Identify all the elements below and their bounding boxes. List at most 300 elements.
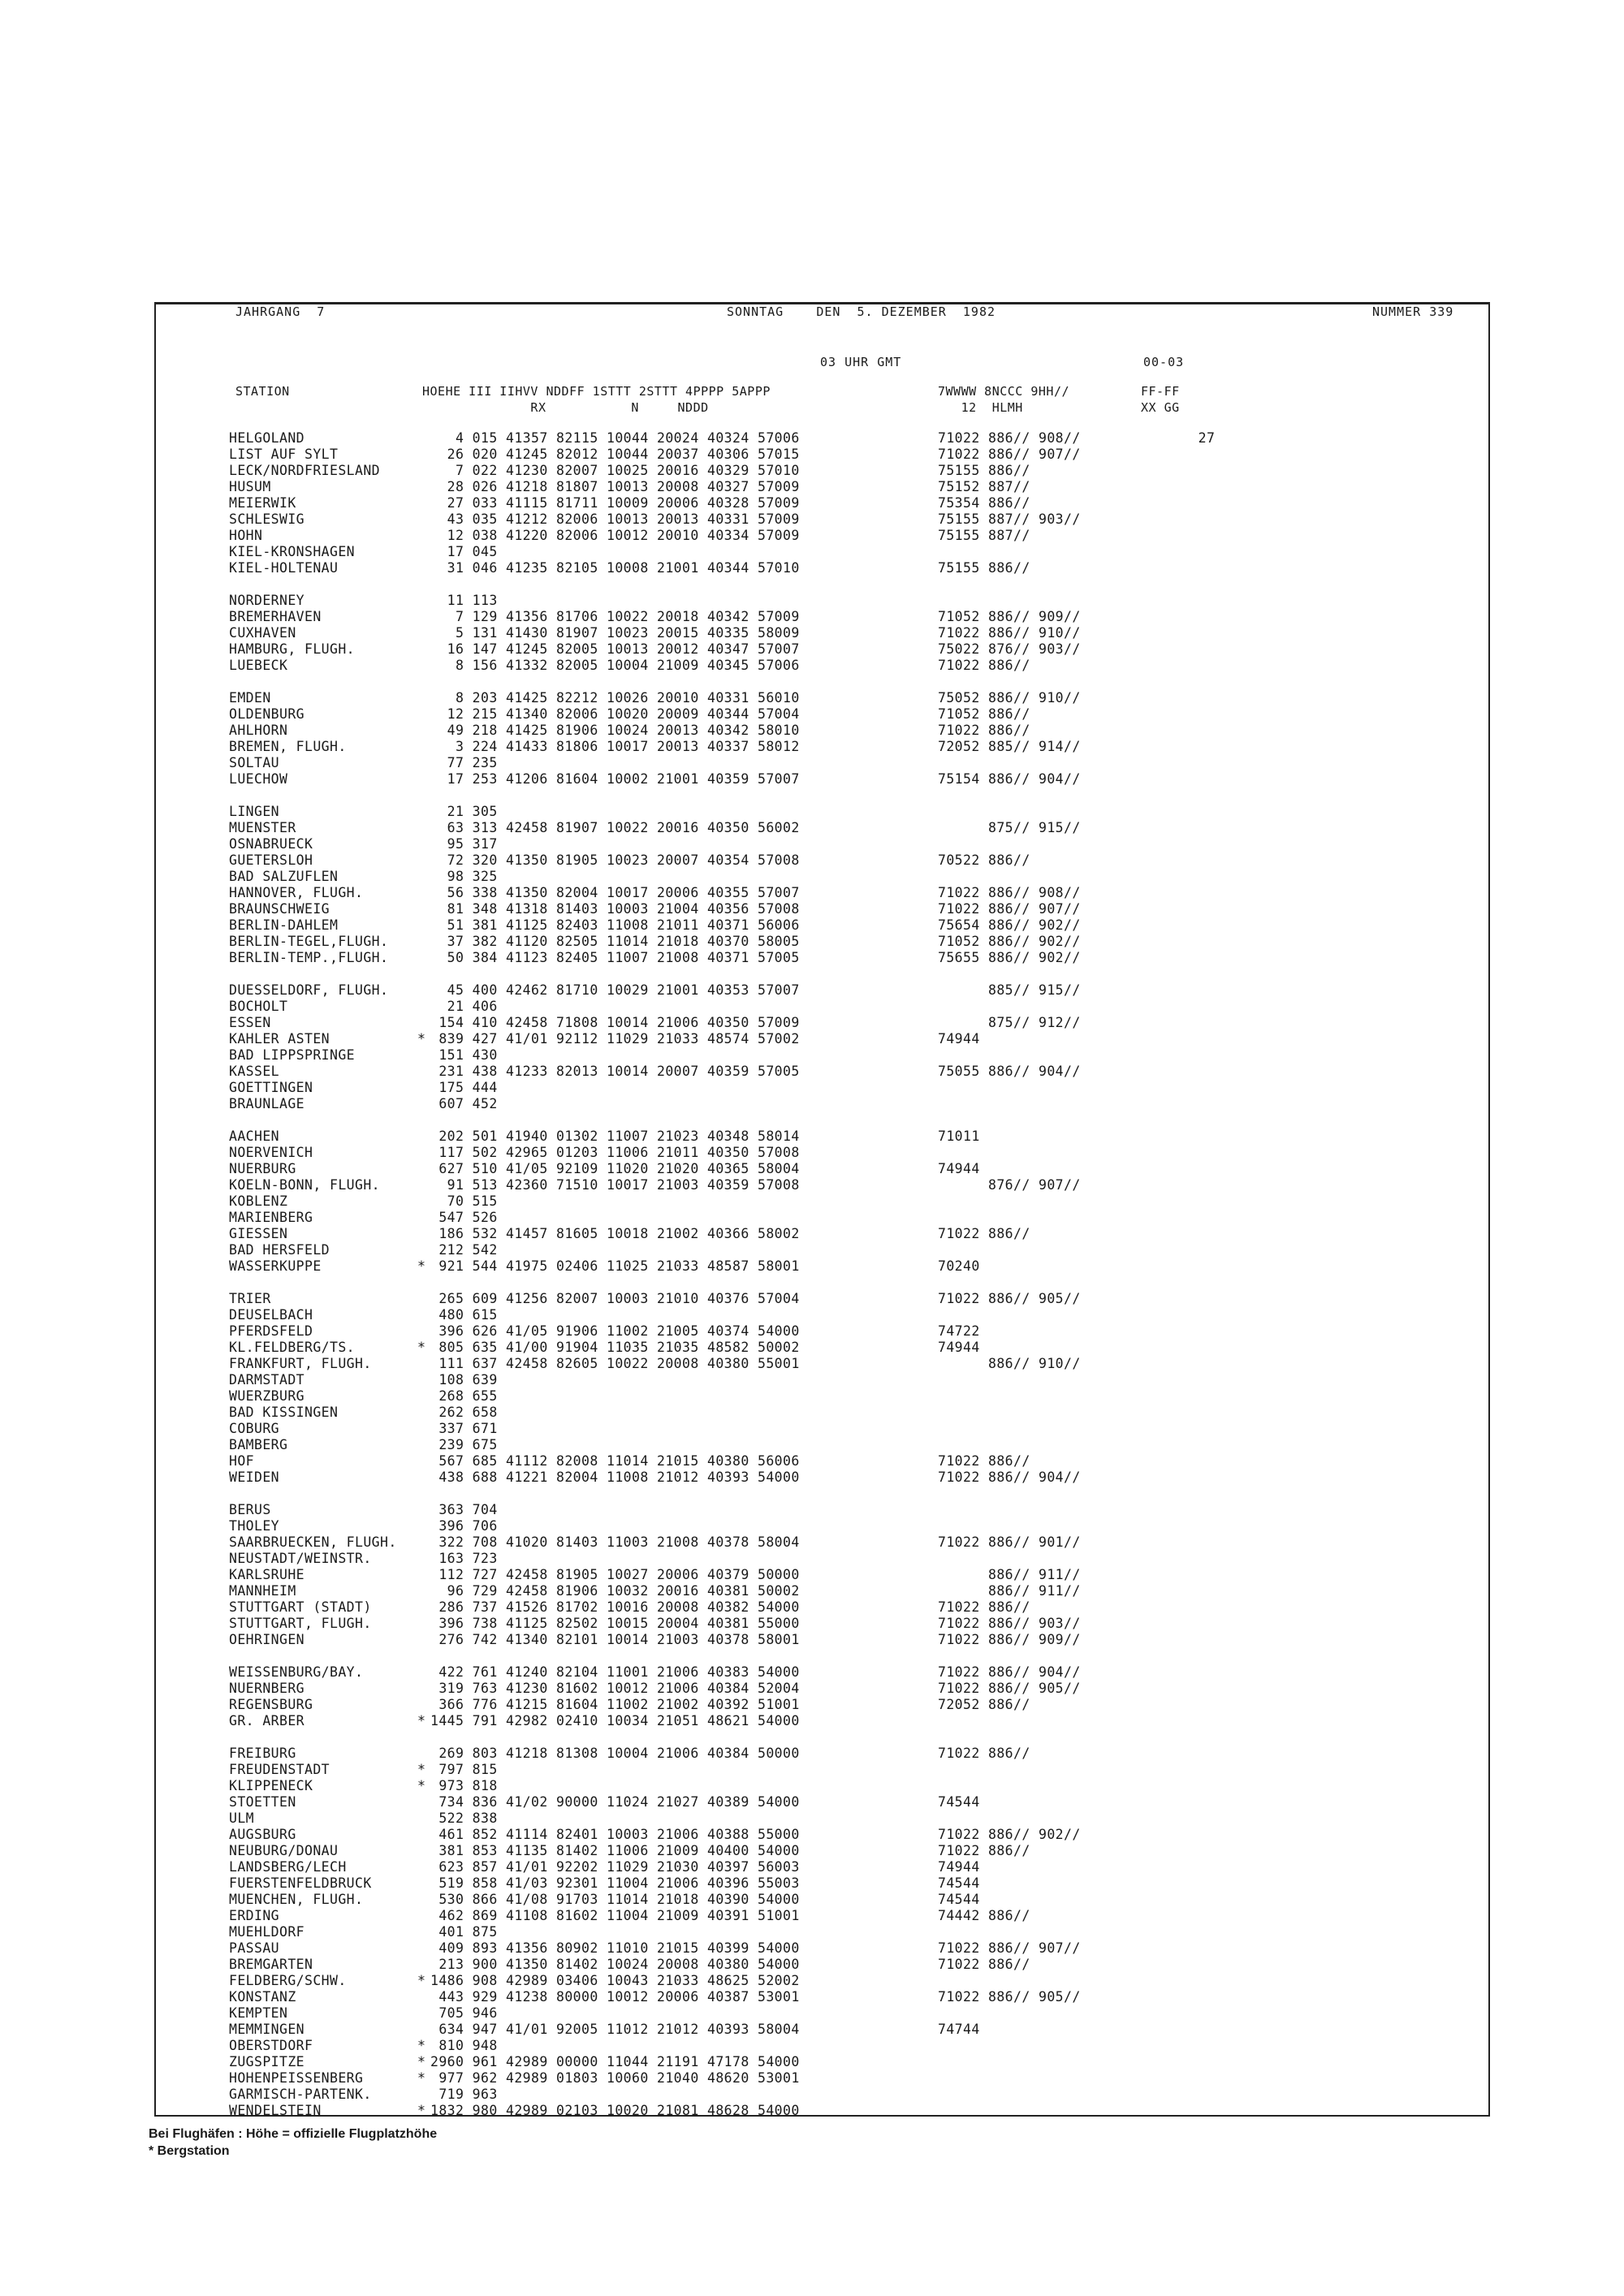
main-data: 1832 980 42989 02103 10020 21081 48628 54000 [430, 2103, 800, 2118]
mountain-station-mark: * [417, 2103, 426, 2118]
table-row [229, 1518, 1230, 1534]
group-spacer [229, 788, 1230, 804]
station-name: SOLTAU [229, 755, 280, 770]
station-name: GOETTINGEN [229, 1080, 313, 1095]
main-data: 262 658 [430, 1405, 498, 1420]
main-data: 461 852 41114 82401 10003 21006 40388 55000 [430, 1827, 800, 1842]
station-name: COBURG [229, 1421, 280, 1436]
station-name: NEUSTADT/WEINSTR. [229, 1551, 372, 1566]
table-row [229, 1957, 1230, 1973]
table-row [229, 1551, 1230, 1567]
station-name: LANDSBERG/LECH [229, 1859, 347, 1875]
column-header-wind [1141, 383, 1180, 416]
table-row [229, 869, 1230, 885]
station-name: EMDEN [229, 690, 271, 706]
station-name: OBERSTDORF [229, 2038, 313, 2053]
table-row [229, 1713, 1230, 1729]
table-row [229, 447, 1230, 463]
station-name: NORDERNEY [229, 593, 305, 608]
table-row [229, 723, 1230, 739]
station-name: FUERSTENFELDBRUCK [229, 1875, 372, 1891]
station-name: MANNHEIM [229, 1583, 296, 1599]
table-row [229, 771, 1230, 788]
mountain-station-mark: * [417, 1258, 426, 1274]
station-name: WASSERKUPPE [229, 1258, 322, 1274]
table-row [229, 511, 1230, 528]
main-data: 231 438 41233 82013 10014 20007 40359 57005 [430, 1064, 800, 1079]
station-name: BAD KISSINGEN [229, 1405, 339, 1420]
station-name: LIST AUF SYLT [229, 447, 339, 462]
main-data: 154 410 42458 71808 10014 21006 40350 57009 [430, 1015, 800, 1030]
station-name: HOHENPEISSENBERG [229, 2070, 364, 2086]
main-data: 623 857 41/01 92202 11029 21030 40397 56003 [430, 1859, 800, 1875]
main-data: 26 020 41245 82012 10044 20037 40306 57015 [430, 447, 800, 462]
main-data: 95 317 [430, 836, 498, 852]
column-header-wind-line2: XX GG [1141, 400, 1180, 415]
table-row [229, 593, 1230, 609]
group-data: 75055 886// 904// [938, 1064, 1081, 1079]
group-data: 74944 [938, 1340, 980, 1355]
station-name: KL.FELDBERG/TS. [229, 1340, 356, 1355]
station-name: KOBLENZ [229, 1193, 288, 1209]
main-data: 96 729 42458 81906 10032 20016 40381 50002 [430, 1583, 800, 1599]
station-name: MUENCHEN, FLUGH. [229, 1892, 364, 1907]
table-row [229, 1047, 1230, 1064]
station-name: BREMERHAVEN [229, 609, 322, 624]
group-data: 74544 [938, 1794, 980, 1810]
table-row [229, 1129, 1230, 1145]
table-row [229, 544, 1230, 560]
main-data: 72 320 41350 81905 10023 20007 40354 57008 [430, 852, 800, 868]
group-data: 71022 886// 901// [938, 1534, 1081, 1550]
mountain-station-mark: * [417, 2054, 426, 2069]
station-name: WEIDEN [229, 1470, 280, 1485]
main-data: 12 038 41220 82006 10012 20010 40334 57009 [430, 528, 800, 543]
main-data: 3 224 41433 81806 10017 20013 40337 58012 [430, 739, 800, 754]
table-row [229, 1064, 1230, 1080]
table-row [229, 1778, 1230, 1794]
station-name: KOELN-BONN, FLUGH. [229, 1177, 381, 1193]
wind-gust: 27 [1181, 430, 1216, 446]
main-data: 81 348 41318 81403 10003 21004 40356 57008 [430, 901, 800, 917]
table-row [229, 1031, 1230, 1047]
column-header-groups [938, 383, 1069, 416]
station-table [229, 430, 1230, 2119]
station-name: KONSTANZ [229, 1989, 296, 2005]
main-data: 480 615 [430, 1307, 498, 1323]
station-name: NUERNBERG [229, 1681, 305, 1696]
table-row [229, 1973, 1230, 1989]
table-row [229, 1177, 1230, 1193]
station-name: HUSUM [229, 479, 271, 494]
main-data: 810 948 [430, 2038, 498, 2053]
main-data: 7 022 41230 82007 10025 20016 40329 57010 [430, 463, 800, 478]
table-row [229, 2005, 1230, 2022]
main-data: 213 900 41350 81402 10024 20008 40380 54000 [430, 1957, 800, 1972]
station-name: SAARBRUECKEN, FLUGH. [229, 1534, 397, 1550]
main-data: 1445 791 42982 02410 10034 21051 48621 54000 [430, 1713, 800, 1728]
station-name: KIEL-HOLTENAU [229, 560, 339, 576]
station-name: BAD SALZUFLEN [229, 869, 339, 884]
main-data: 175 444 [430, 1080, 498, 1095]
table-row [229, 2103, 1230, 2119]
station-name: FELDBERG/SCHW. [229, 1973, 347, 1988]
table-row [229, 1096, 1230, 1112]
station-name: PFERDSFELD [229, 1323, 313, 1339]
group-data: 71022 886// [938, 658, 1030, 673]
table-row [229, 690, 1230, 706]
table-row [229, 658, 1230, 674]
group-data: 74744 [938, 2022, 980, 2037]
group-data: 71022 886// 905// [938, 1291, 1081, 1306]
group-data: 74442 886// [938, 1908, 1030, 1923]
table-row [229, 463, 1230, 479]
group-data: 71022 886// [938, 1746, 1030, 1761]
main-data: 797 815 [430, 1762, 498, 1777]
main-data: 111 637 42458 82605 10022 20008 40380 55001 [430, 1356, 800, 1371]
station-name: STUTTGART (STADT) [229, 1599, 372, 1615]
table-row [229, 528, 1230, 544]
group-data: 886// 911// [938, 1583, 1081, 1599]
table-row [229, 901, 1230, 917]
column-header-main [422, 383, 771, 416]
station-name: FREUDENSTADT [229, 1762, 330, 1777]
station-name: GIESSEN [229, 1226, 288, 1241]
main-data: 186 532 41457 81605 10018 21002 40366 58002 [430, 1226, 800, 1241]
column-header-groups-line1: 7WWWW 8NCCC 9HH// [938, 384, 1070, 399]
station-name: KEMPTEN [229, 2005, 288, 2021]
station-name: LECK/NORDFRIESLAND [229, 463, 381, 478]
table-row [229, 625, 1230, 641]
table-row [229, 917, 1230, 934]
table-row [229, 852, 1230, 869]
main-data: 337 671 [430, 1421, 498, 1436]
main-data: 37 382 41120 82505 11014 21018 40370 58005 [430, 934, 800, 949]
main-data: 50 384 41123 82405 11007 21008 40371 57005 [430, 950, 800, 965]
group-data: 74944 [938, 1859, 980, 1875]
column-header-main-line2: RX N NDDD [422, 400, 709, 415]
station-name: PASSAU [229, 1940, 280, 1956]
table-row [229, 1340, 1230, 1356]
station-name: BRAUNLAGE [229, 1096, 305, 1111]
table-row [229, 1534, 1230, 1551]
main-data: 112 727 42458 81905 10027 20006 40379 50000 [430, 1567, 800, 1582]
group-data: 71022 886// 907// [938, 1940, 1081, 1956]
footnotes [149, 2126, 437, 2160]
main-data: 5 131 41430 81907 10023 20015 40335 58009 [430, 625, 800, 641]
group-data: 71022 886// [938, 1843, 1030, 1858]
group-data: 72052 885// 914// [938, 739, 1081, 754]
station-name: ERDING [229, 1908, 280, 1923]
table-row [229, 1843, 1230, 1859]
table-row [229, 1470, 1230, 1486]
table-row [229, 739, 1230, 755]
table-row [229, 609, 1230, 625]
table-row [229, 1421, 1230, 1437]
date-label: SONNTAG DEN 5. DEZEMBER 1982 [727, 304, 996, 319]
station-name: ULM [229, 1810, 255, 1826]
group-data: 71052 886// [938, 706, 1030, 722]
station-name: NEUBURG/DONAU [229, 1843, 339, 1858]
table-row [229, 1567, 1230, 1583]
group-data: 71022 886// 904// [938, 1664, 1081, 1680]
mountain-station-mark: * [417, 1762, 426, 1777]
main-data: 276 742 41340 82101 10014 21003 40378 58001 [430, 1632, 800, 1647]
group-spacer [229, 1112, 1230, 1129]
table-row [229, 1989, 1230, 2005]
main-data: 12 215 41340 82006 10020 20009 40344 57004 [430, 706, 800, 722]
main-data: 705 946 [430, 2005, 498, 2021]
table-row [229, 836, 1230, 852]
main-data: 98 325 [430, 869, 498, 884]
main-data: 8 156 41332 82005 10004 21009 40345 57006 [430, 658, 800, 673]
station-name: ESSEN [229, 1015, 271, 1030]
table-row [229, 1810, 1230, 1827]
mountain-station-mark: * [417, 1340, 426, 1355]
main-data: 567 685 41112 82008 11014 21015 40380 56006 [430, 1453, 800, 1469]
station-name: TRIER [229, 1291, 271, 1306]
group-data: 75655 886// 902// [938, 950, 1081, 965]
group-data: 71022 886// 908// [938, 430, 1081, 446]
station-name: BREMEN, FLUGH. [229, 739, 347, 754]
table-row [229, 1940, 1230, 1957]
table-row [229, 1908, 1230, 1924]
column-header-station: STATION [235, 384, 290, 399]
table-row [229, 479, 1230, 495]
station-name: MEIERWIK [229, 495, 296, 511]
main-data: 265 609 41256 82007 10003 21010 40376 57004 [430, 1291, 800, 1306]
station-name: AHLHORN [229, 723, 288, 738]
station-name: BERLIN-TEMP.,FLUGH. [229, 950, 389, 965]
main-data: 462 869 41108 81602 11004 21009 40391 51001 [430, 1908, 800, 1923]
mountain-station-mark: * [417, 1713, 426, 1728]
column-header-main-line1: HOEHE III IIHVV NDDFF 1STTT 2STTT 4PPPP 5APPP [422, 384, 771, 399]
table-row [229, 1583, 1230, 1599]
column-header-groups-line2: 12 HLMH [938, 400, 1023, 415]
main-data: 734 836 41/02 90000 11024 21027 40389 54000 [430, 1794, 800, 1810]
table-row [229, 804, 1230, 820]
group-data: 75052 886// 910// [938, 690, 1081, 706]
main-data: 322 708 41020 81403 11003 21008 40378 58004 [430, 1534, 800, 1550]
station-name: FREIBURG [229, 1746, 296, 1761]
station-name: WUERZBURG [229, 1388, 305, 1404]
station-name: WEISSENBURG/BAY. [229, 1664, 364, 1680]
main-data: 31 046 41235 82105 10008 21001 40344 57010 [430, 560, 800, 576]
main-data: 396 738 41125 82502 10015 20004 40381 55000 [430, 1616, 800, 1631]
table-row [229, 1193, 1230, 1210]
table-row [229, 1258, 1230, 1275]
station-name: KASSEL [229, 1064, 280, 1079]
main-data: 45 400 42462 81710 10029 21001 40353 57007 [430, 982, 800, 998]
main-data: 973 818 [430, 1778, 498, 1793]
station-name: DEUSELBACH [229, 1307, 313, 1323]
station-name: AACHEN [229, 1129, 280, 1144]
main-data: 7 129 41356 81706 10022 20018 40342 57009 [430, 609, 800, 624]
station-name: REGENSBURG [229, 1697, 313, 1712]
group-data: 71022 886// [938, 1599, 1030, 1615]
main-data: 28 026 41218 81807 10013 20008 40327 57009 [430, 479, 800, 494]
table-row [229, 1599, 1230, 1616]
group-data: 71022 886// [938, 1226, 1030, 1241]
table-row [229, 820, 1230, 836]
station-name: MARIENBERG [229, 1210, 313, 1225]
station-name: MEMMINGEN [229, 2022, 305, 2037]
mountain-station-mark: * [417, 1778, 426, 1793]
main-data: 409 893 41356 80902 11010 21015 40399 54000 [430, 1940, 800, 1956]
main-data: 381 853 41135 81402 11006 21009 40400 54000 [430, 1843, 800, 1858]
group-data: 72052 886// [938, 1697, 1030, 1712]
group-data: 71052 886// 902// [938, 934, 1081, 949]
station-name: KLIPPENECK [229, 1778, 313, 1793]
main-data: 269 803 41218 81308 10004 21006 40384 50000 [430, 1746, 800, 1761]
table-row [229, 1372, 1230, 1388]
group-data: 71022 886// [938, 1453, 1030, 1469]
station-name: BAMBERG [229, 1437, 288, 1452]
volume-label: JAHRGANG 7 [235, 304, 326, 319]
table-row [229, 1664, 1230, 1681]
main-data: 43 035 41212 82006 10013 20013 40331 57009 [430, 511, 800, 527]
mountain-station-mark: * [417, 1973, 426, 1988]
table-row [229, 1875, 1230, 1892]
group-data: 71022 886// [938, 723, 1030, 738]
main-data: 117 502 42965 01203 11006 21011 40350 57008 [430, 1145, 800, 1160]
station-name: HELGOLAND [229, 430, 305, 446]
station-name: DUESSELDORF, FLUGH. [229, 982, 389, 998]
table-row [229, 1242, 1230, 1258]
main-data: 1486 908 42989 03406 10043 21033 48625 52002 [430, 1973, 800, 1988]
station-name: HOHN [229, 528, 263, 543]
main-data: 401 875 [430, 1924, 498, 1940]
table-row [229, 1616, 1230, 1632]
group-data: 75154 886// 904// [938, 771, 1081, 787]
table-row [229, 641, 1230, 658]
main-data: 522 838 [430, 1810, 498, 1826]
table-row [229, 495, 1230, 511]
group-data: 71022 886// 903// [938, 1616, 1081, 1631]
station-name: LINGEN [229, 804, 280, 819]
station-name: KAHLER ASTEN [229, 1031, 330, 1047]
table-row [229, 1291, 1230, 1307]
main-data: 21 305 [430, 804, 498, 819]
station-name: WENDELSTEIN [229, 2103, 322, 2118]
table-row [229, 1859, 1230, 1875]
group-data: 885// 915// [938, 982, 1081, 998]
main-data: 91 513 42360 71510 10017 21003 40359 57008 [430, 1177, 800, 1193]
main-data: 607 452 [430, 1096, 498, 1111]
main-data: 70 515 [430, 1193, 498, 1209]
table-row [229, 1453, 1230, 1470]
station-name: HANNOVER, FLUGH. [229, 885, 364, 900]
column-header-wind-line1: FF-FF [1141, 384, 1180, 399]
table-row [229, 1437, 1230, 1453]
table-row [229, 934, 1230, 950]
group-data: 71022 886// 905// [938, 1989, 1081, 2005]
main-data: 17 045 [430, 544, 498, 559]
station-name: AUGSBURG [229, 1827, 296, 1842]
group-data: 74544 [938, 1875, 980, 1891]
main-data: 438 688 41221 82004 11008 21012 40393 54000 [430, 1470, 800, 1485]
group-data: 75022 876// 903// [938, 641, 1081, 657]
station-name: BRAUNSCHWEIG [229, 901, 330, 917]
group-data: 74722 [938, 1323, 980, 1339]
main-data: 366 776 41215 81604 11002 21002 40392 51001 [430, 1697, 800, 1712]
main-data: 719 963 [430, 2087, 498, 2102]
station-name: DARMSTADT [229, 1372, 305, 1388]
group-data: 74544 [938, 1892, 980, 1907]
table-row [229, 430, 1230, 447]
table-row [229, 1226, 1230, 1242]
main-data: 519 858 41/03 92301 11004 21006 40396 55003 [430, 1875, 800, 1891]
group-data: 71022 886// 909// [938, 1632, 1081, 1647]
main-data: 319 763 41230 81602 10012 21006 40384 52004 [430, 1681, 800, 1696]
station-name: MUEHLDORF [229, 1924, 305, 1940]
station-name: STUTTGART, FLUGH. [229, 1616, 372, 1631]
group-data: 75155 886// [938, 463, 1030, 478]
main-data: 363 704 [430, 1502, 498, 1517]
station-name: BERLIN-TEGEL,FLUGH. [229, 934, 389, 949]
group-data: 875// 915// [938, 820, 1081, 835]
main-data: 49 218 41425 81906 10024 20013 40342 58010 [430, 723, 800, 738]
station-name: SCHLESWIG [229, 511, 305, 527]
station-name: GUETERSLOH [229, 852, 313, 868]
main-data: 239 675 [430, 1437, 498, 1452]
group-data: 71022 886// 910// [938, 625, 1081, 641]
table-row [229, 1746, 1230, 1762]
station-name: KARLSRUHE [229, 1567, 305, 1582]
group-data: 71011 [938, 1129, 980, 1144]
table-row [229, 1080, 1230, 1096]
group-data: 75155 887// 903// [938, 511, 1081, 527]
station-name: MUENSTER [229, 820, 296, 835]
table-row [229, 1307, 1230, 1323]
station-name: BOCHOLT [229, 999, 288, 1014]
main-data: 530 866 41/08 91703 11014 21018 40390 54000 [430, 1892, 800, 1907]
table-row [229, 1794, 1230, 1810]
table-row [229, 2087, 1230, 2103]
group-data: 886// 910// [938, 1356, 1081, 1371]
group-data: 71022 886// 905// [938, 1681, 1081, 1696]
main-data: 396 626 41/05 91906 11002 21005 40374 54000 [430, 1323, 800, 1339]
station-name: OLDENBURG [229, 706, 305, 722]
table-row [229, 1502, 1230, 1518]
table-row [229, 1356, 1230, 1372]
mountain-station-mark: * [417, 1031, 426, 1047]
table-row [229, 1210, 1230, 1226]
group-data: 71022 886// 902// [938, 1827, 1081, 1842]
group-data: 71022 886// 904// [938, 1470, 1081, 1485]
main-data: 51 381 41125 82403 11008 21011 40371 56006 [430, 917, 800, 933]
station-name: NOERVENICH [229, 1145, 313, 1160]
group-data: 71022 886// 907// [938, 447, 1081, 462]
issue-number: NUMMER 339 [1372, 304, 1454, 319]
group-data: 74944 [938, 1161, 980, 1176]
table-row [229, 1388, 1230, 1405]
main-data: 56 338 41350 82004 10017 20006 40355 57007 [430, 885, 800, 900]
group-data: 70240 [938, 1258, 980, 1274]
main-data: 8 203 41425 82212 10026 20010 40331 56010 [430, 690, 800, 706]
main-data: 11 113 [430, 593, 498, 608]
group-data: 71052 886// 909// [938, 609, 1081, 624]
station-name: NUERBURG [229, 1161, 296, 1176]
mountain-station-mark: * [417, 2070, 426, 2086]
main-data: 16 147 41245 82005 10013 20012 40347 57007 [430, 641, 800, 657]
main-data: 77 235 [430, 755, 498, 770]
main-data: 634 947 41/01 92005 11012 21012 40393 58004 [430, 2022, 800, 2037]
main-data: 268 655 [430, 1388, 498, 1404]
station-name: KIEL-KRONSHAGEN [229, 544, 356, 559]
station-name: GARMISCH-PARTENK. [229, 2087, 372, 2102]
main-data: 443 929 41238 80000 10012 20006 40387 53001 [430, 1989, 800, 2005]
